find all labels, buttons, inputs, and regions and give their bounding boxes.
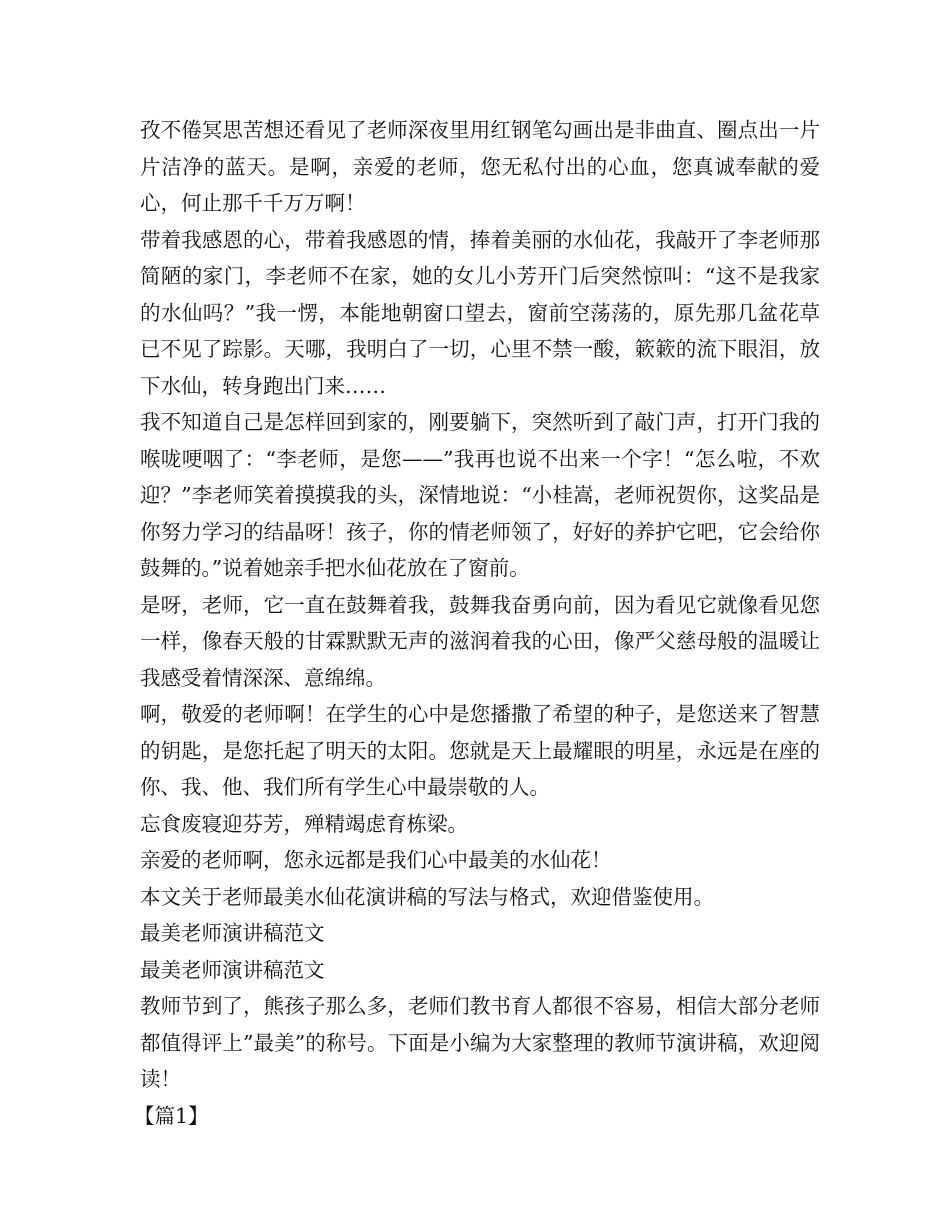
paragraph-teacher-visit: 我不知道自己是怎样回到家的，刚要躺下，突然听到了敲门声，打开门我的喉咙哽咽了：“李老师，是您——”我再也说不出来一个字！“怎么啦，不欢迎？”李老师笑着摸摸我的头，深情地说：“小桂嵩，老师祝贺你，这奖品是你努力学习的结晶呀！孩子，你的情老师领了，好好的养护它吧，它会给你鼓舞的。”说着她亲手把水仙花放在了窗前。 — [140, 410, 820, 580]
section-title: 最美老师演讲稿范文 — [140, 921, 325, 945]
paragraph-teacher-devotion: 孜不倦冥思苦想还看见了老师深夜里用红钢笔勾画出是非曲直、圈点出一片片洁净的蓝天。是啊，亲爱的老师，您无私付出的心血，您真诚奉献的爱心，何止那千千万万啊！ — [140, 118, 820, 215]
paragraph-visit-teacher-home: 带着我感恩的心，带着我感恩的情，捧着美丽的水仙花，我敲开了李老师那简陋的家门，李老师不在家，她的女儿小芳开门后突然惊叫：“这不是我家的水仙吗？”我一愣，本能地朝窗口望去，窗前空荡荡的，原先那几盆花草已不见了踪影。天哪，我明白了一切，心里不禁一酸，簌簌的流下眼泪，放下水仙，转身跑出门来…… — [140, 227, 820, 398]
chapter-heading: 【篇1】 — [134, 1103, 209, 1128]
paragraph-encouragement: 是呀，老师，它一直在鼓舞着我，鼓舞我奋勇向前，因为看见它就像看见您一样，像春天般的甘霖默默无声的滋润着我的心田，像严父慈母般的温暖让我感受着情深深、意绵绵。 — [140, 592, 820, 690]
paragraph-respected-teacher: 啊，敬爱的老师啊！在学生的心中是您播撒了希望的种子，是您送来了智慧的钥匙，是您托起了明天的太阳。您就是天上最耀眼的明星，永远是在座的你、我、他、我们所有学生心中最崇敬的人。 — [140, 702, 820, 799]
paragraph-article-note: 本文关于老师最美水仙花演讲稿的写法与格式，欢迎借鉴使用。 — [140, 884, 714, 909]
paragraph-narcissus: 亲爱的老师啊，您永远都是我们心中最美的水仙花！ — [140, 848, 612, 872]
section-title-repeat: 最美老师演讲稿范文 — [140, 957, 325, 982]
document-body — [134, 112, 820, 1134]
paragraph-intro: 教师节到了，熊孩子那么多，老师们教书育人都很不容易，相信大部分老师都值得评上”最美”的称号。下面是小编为大家整理的教师节演讲稿，欢迎阅读！ — [140, 994, 820, 1091]
paragraph-couplet: 忘食废寝迎芬芳，殚精竭虑育栋梁。 — [140, 811, 468, 836]
